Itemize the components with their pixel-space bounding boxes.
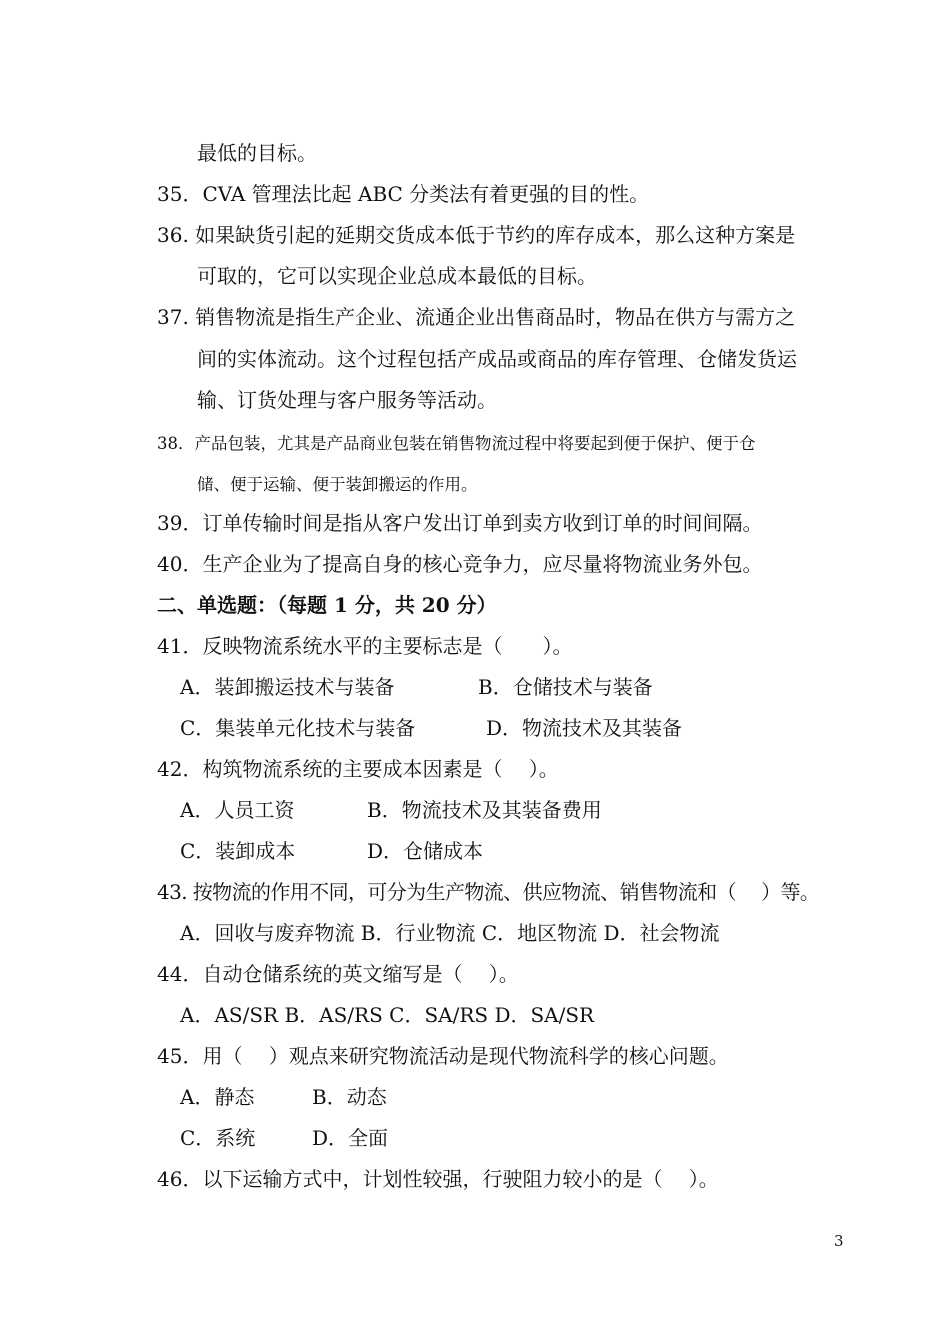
q40-statement: 40．生产企业为了提高自身的核心竞争力，应尽量将物流业务外包。 [157, 552, 763, 576]
q41-option-d: D．物流技术及其装备 [486, 716, 683, 740]
section-heading: 二、单选题：（每题 1 分，共 20 分） [157, 593, 497, 617]
q41-option-c: C．集装单元化技术与装备 [180, 716, 416, 740]
q45-question: 45．用（ ）观点来研究物流活动是现代物流科学的核心问题。 [157, 1044, 729, 1068]
q42-question: 42．构筑物流系统的主要成本因素是（ ）。 [157, 757, 559, 781]
q38-statement: 38．产品包装，尤其是产品商业包装在销售物流过程中将要起到便于保护、便于仓 [157, 434, 756, 453]
q36-continuation: 可取的，它可以实现企业总成本最低的目标。 [197, 264, 597, 288]
q41-question: 41．反映物流系统水平的主要标志是（ ）。 [157, 634, 573, 658]
q41-option-a: A．装卸搬运技术与装备 [180, 675, 395, 699]
q44-question: 44．自动仓储系统的英文缩写是（ ）。 [157, 962, 519, 986]
q45-option-a: A．静态 [180, 1085, 255, 1109]
q37-statement: 37. 销售物流是指生产企业、流通企业出售商品时，物品在供方与需方之 [157, 305, 796, 329]
q42-option-d: D．仓储成本 [367, 839, 484, 863]
q44-options: A．AS/SR B．AS/RS C．SA/RS D．SA/SR [180, 1003, 595, 1027]
q34-continuation: 最低的目标。 [197, 141, 317, 165]
q41-option-b: B．仓储技术与装备 [478, 675, 653, 699]
q43-question: 43. 按物流的作用不同，可分为生产物流、供应物流、销售物流和（ ）等。 [157, 880, 820, 904]
q39-statement: 39．订单传输时间是指从客户发出订单到卖方收到订单的时间间隔。 [157, 511, 763, 535]
q45-option-d: D．全面 [312, 1126, 389, 1150]
q36-statement: 36. 如果缺货引起的延期交货成本低于节约的库存成本，那么这种方案是 [157, 223, 796, 247]
q37-continuation-1: 间的实体流动。这个过程包括产成品或商品的库存管理、仓储发货运 [197, 347, 797, 371]
page-number: 3 [834, 1232, 844, 1250]
q37-continuation-2: 输、订货处理与客户服务等活动。 [197, 388, 497, 412]
q45-option-b: B．动态 [312, 1085, 387, 1109]
q42-option-b: B．物流技术及其装备费用 [367, 798, 602, 822]
q38-continuation: 储、便于运输、便于装卸搬运的作用。 [197, 475, 478, 494]
q42-option-c: C．装卸成本 [180, 839, 296, 863]
q43-options: A．回收与废弃物流 B．行业物流 C．地区物流 D．社会物流 [180, 921, 720, 945]
q45-option-c: C．系统 [180, 1126, 256, 1150]
q42-option-a: A．人员工资 [180, 798, 295, 822]
q35-statement: 35．CVA 管理法比起 ABC 分类法有着更强的目的性。 [157, 182, 650, 206]
q46-question: 46．以下运输方式中，计划性较强，行驶阻力较小的是（ ）。 [157, 1167, 719, 1191]
